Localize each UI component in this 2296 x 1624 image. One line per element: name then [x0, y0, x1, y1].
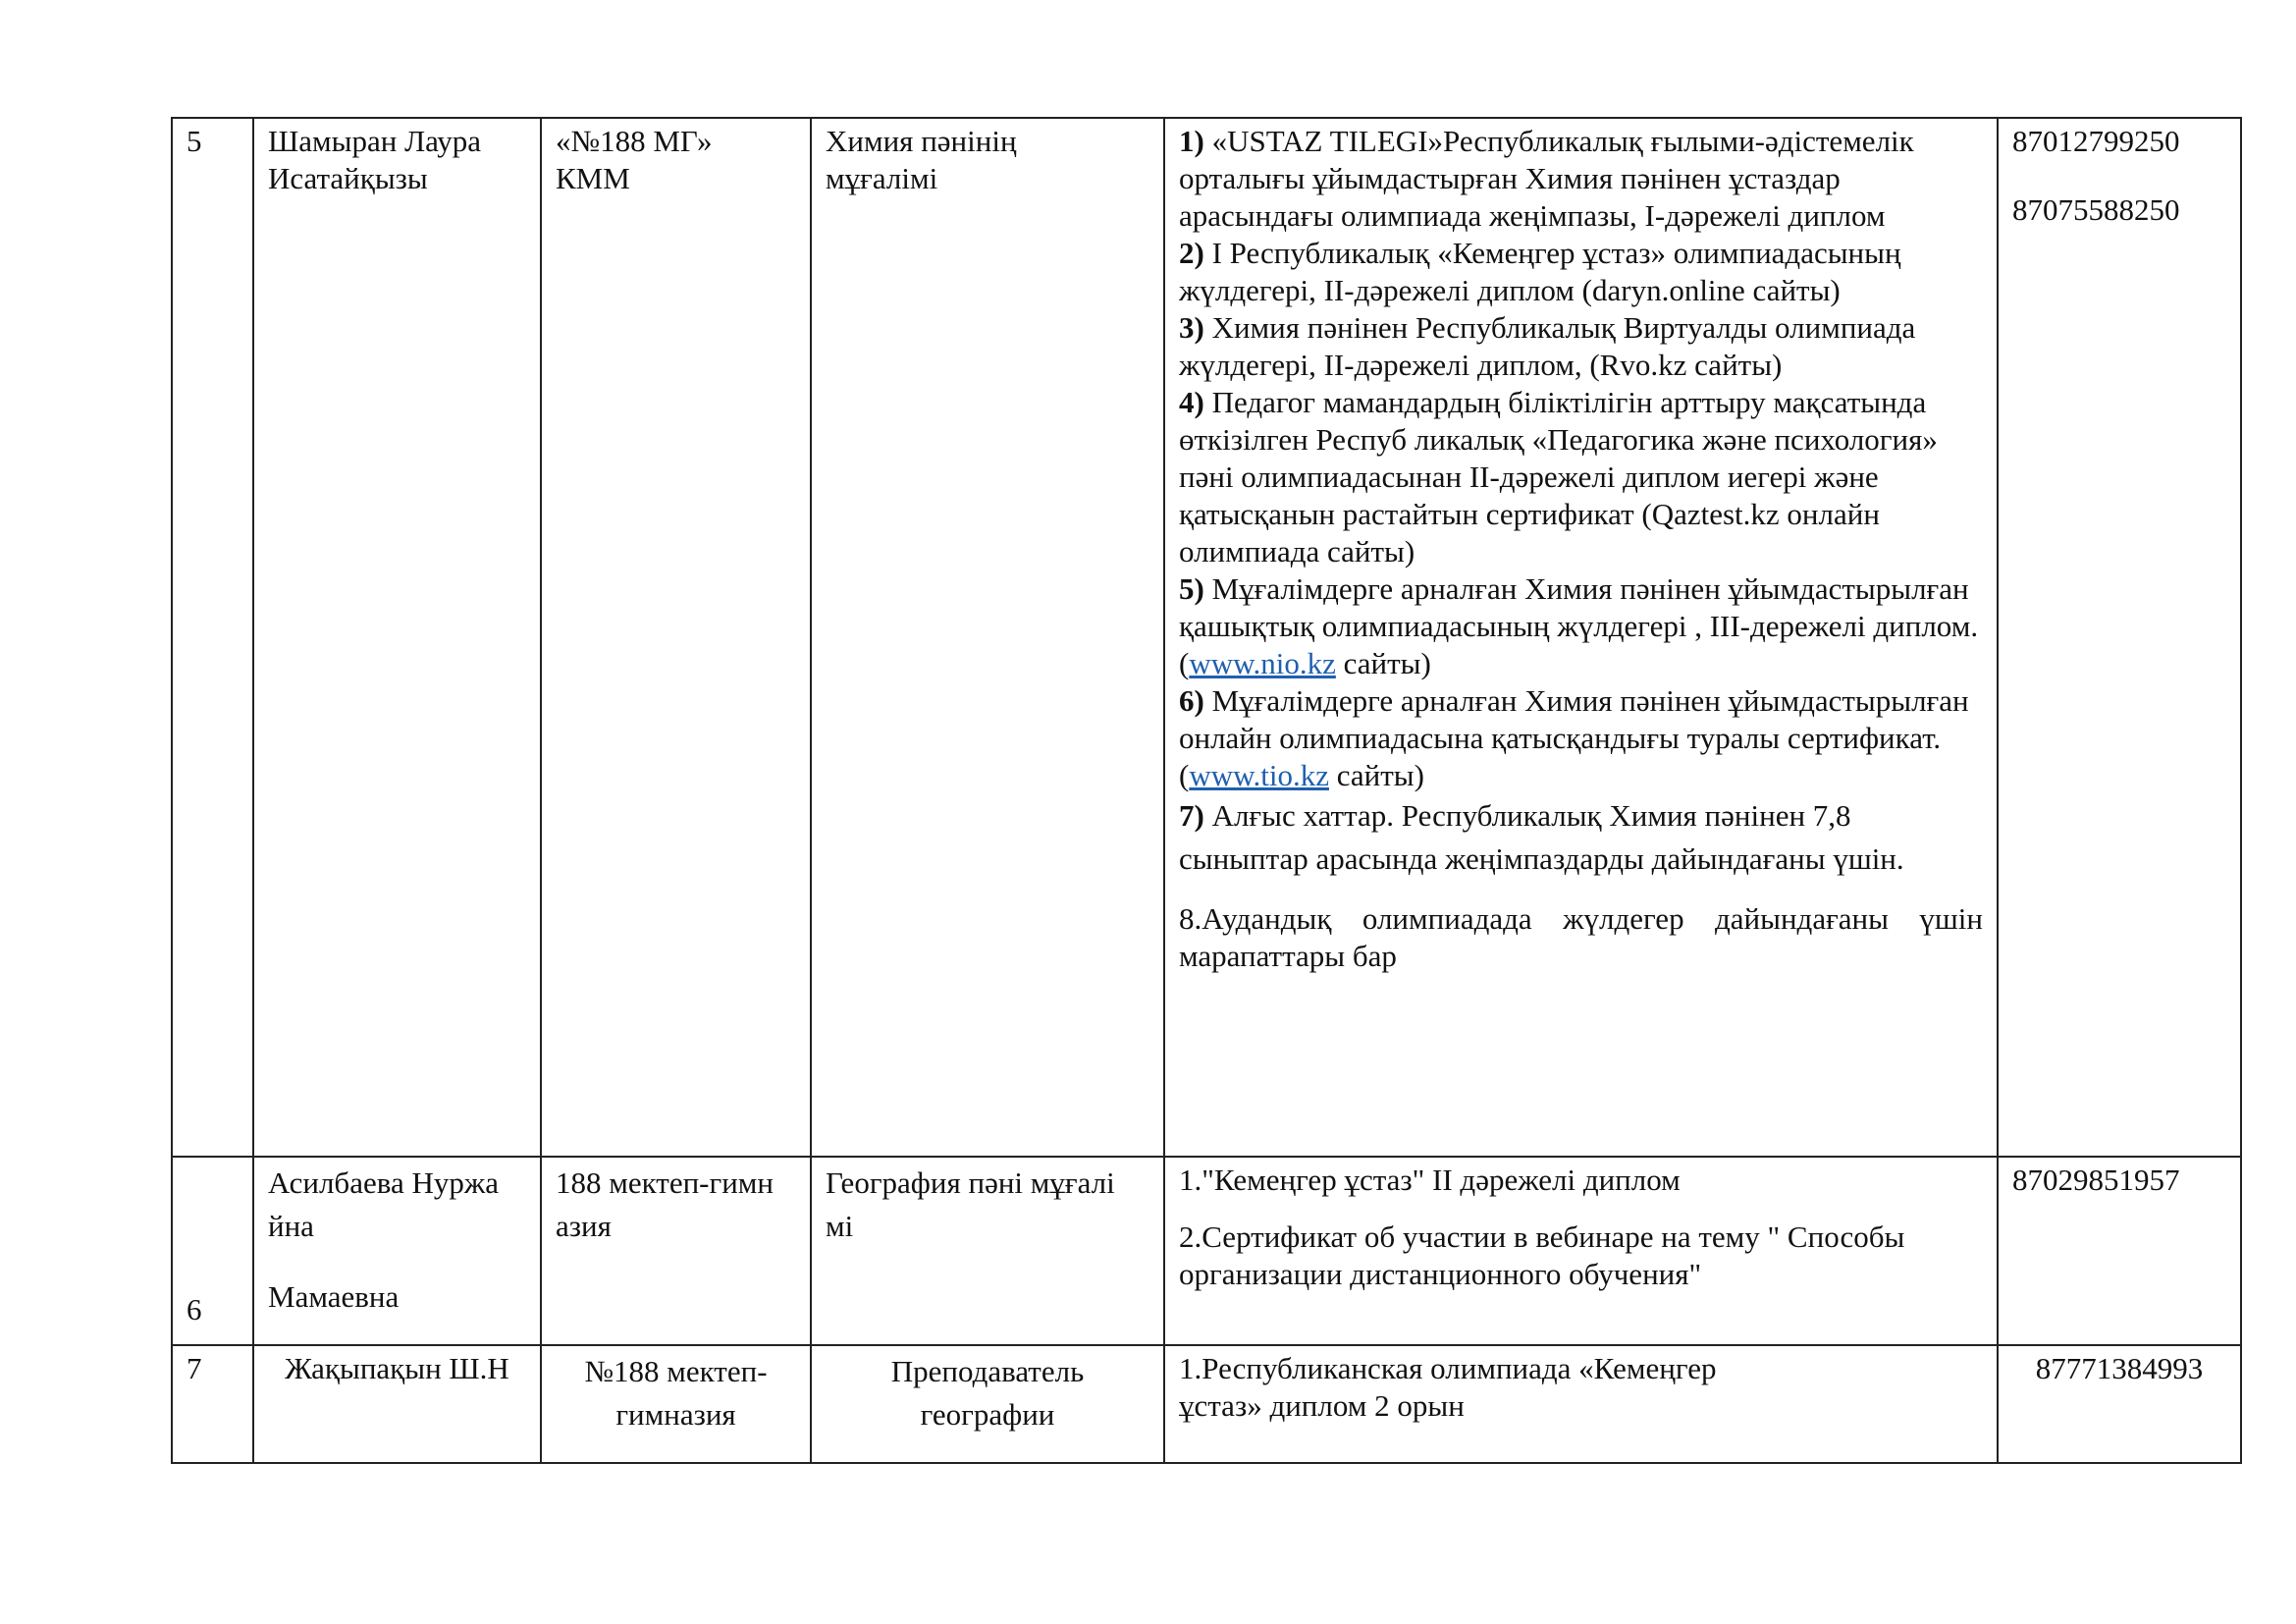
name-line: Шамыран Лаура: [268, 124, 482, 158]
position-line: мі: [826, 1209, 854, 1243]
phones: [1998, 118, 2241, 1157]
position: [811, 118, 1164, 1157]
position-line: География пәні мұғалі: [826, 1165, 1115, 1200]
row-number: 5: [172, 118, 253, 1157]
achievement-item: 6) Мұғалімдерге арналған Химия пәнінен ұйымдастырылған онлайн олимпиадасына қатысқандығы туралы сертификат. (www.tio.kz сайты): [1179, 683, 1969, 792]
position-line: Химия пәнінің: [826, 124, 1017, 158]
achievement-item: 7) Алғыс хаттар. Республикалық Химия пәнінен 7,8 сыныптар арасында жеңімпаздарды дайындағаны үшін.: [1179, 798, 1904, 876]
school: [541, 118, 811, 1157]
teacher-name: [253, 1157, 541, 1345]
phones: [1998, 1157, 2241, 1345]
achievement-item: 1) «USTAZ TILEGI»Республикалық ғылыми-әдістемелік орталығы ұйымдастырған Химия пәнінен ұстаздар арасындағы олимпиада жеңімпазы, І-дәрежелі диплом: [1179, 124, 1914, 233]
position-line: мұғалімі: [826, 161, 938, 195]
name-line: Асилбаева Нуржа: [268, 1165, 500, 1200]
table-row: [172, 1345, 2241, 1463]
achievement-item: 3) Химия пәнінен Республикалық Виртуалды олимпиада жүлдегері, ІІ-дәрежелі диплом, (Rvo.kz сайты): [1179, 310, 1916, 382]
phone-number: 87012799250: [2012, 124, 2180, 158]
name-line: йна: [268, 1209, 314, 1243]
school-line: 188 мектеп-гимн: [556, 1165, 774, 1200]
position: [811, 1157, 1164, 1345]
achievement-item: 2.Сертификат об участии в вебинаре на тему " Способы организации дистанционного обучения": [1179, 1219, 1905, 1291]
table-row: [172, 118, 2241, 1157]
achievement-line: 1.Республиканская олимпиада «Кемеңгер: [1179, 1351, 1717, 1385]
position: [811, 1345, 1164, 1463]
position-line: географии: [920, 1397, 1055, 1432]
school-line: №188 мектеп-: [584, 1354, 768, 1388]
school: [541, 1157, 811, 1345]
name-line: Исатайқызы: [268, 161, 428, 195]
row-number: 7: [172, 1345, 253, 1463]
achievements: [1164, 1157, 1998, 1345]
phones: [1998, 1345, 2241, 1463]
phone-number: 87075588250: [2012, 192, 2180, 227]
achievement-line: ұстаз» диплом 2 орын: [1179, 1388, 1465, 1423]
achievements: [1164, 118, 1998, 1157]
table-row: [172, 1157, 2241, 1345]
achievement-item: 8.Аудандық олимпиадада жүлдегер дайындағаны үшін марапаттары бар: [1179, 901, 1983, 973]
achievements: [1164, 1345, 1998, 1463]
tio-link[interactable]: www.tio.kz: [1189, 758, 1329, 792]
name-line: Мамаевна: [268, 1279, 400, 1314]
row-number: 6: [172, 1157, 253, 1345]
school-line: «№188 МГ»: [556, 124, 713, 158]
school-line: КММ: [556, 161, 630, 195]
position-line: Преподаватель: [890, 1354, 1085, 1388]
achievement-item: 2) І Республикалық «Кемеңгер ұстаз» олимпиадасының жүлдегері, ІІ-дәрежелі диплом (daryn.online сайты): [1179, 236, 1901, 307]
teacher-name: Жақыпақын Ш.Н: [253, 1345, 541, 1463]
achievement-item: 1."Кемеңгер ұстаз" ІІ дәрежелі диплом: [1179, 1163, 1681, 1197]
school: [541, 1345, 811, 1463]
phone-number: 87029851957: [2012, 1163, 2180, 1197]
spacer: [1179, 881, 1983, 900]
nio-link[interactable]: www.nio.kz: [1189, 646, 1336, 680]
achievement-item: 5) Мұғалімдерге арналған Химия пәнінен ұйымдастырылған қашықтық олимпиадасының жүлдегері , ІІІ-дережелі диплом. (www.nio.kz сайты): [1179, 571, 1979, 680]
phone-number: 87771384993: [2035, 1351, 2204, 1385]
achievement-item: 4) Педагог мамандардың біліктілігін арттыру мақсатында өткізілген Респуб ликалық «Педагогика және психология» пәні олимпиадасынан ІІ-дәрежелі диплом иегері және қатысқанын растайтын сертификат (Qaztest.kz онлайн олимпиада сайты): [1179, 385, 1938, 568]
spacer: [1179, 1199, 1983, 1218]
school-line: азия: [556, 1209, 612, 1243]
awards-table: [171, 117, 2242, 1464]
teacher-name: [253, 118, 541, 1157]
school-line: гимназия: [615, 1397, 736, 1432]
